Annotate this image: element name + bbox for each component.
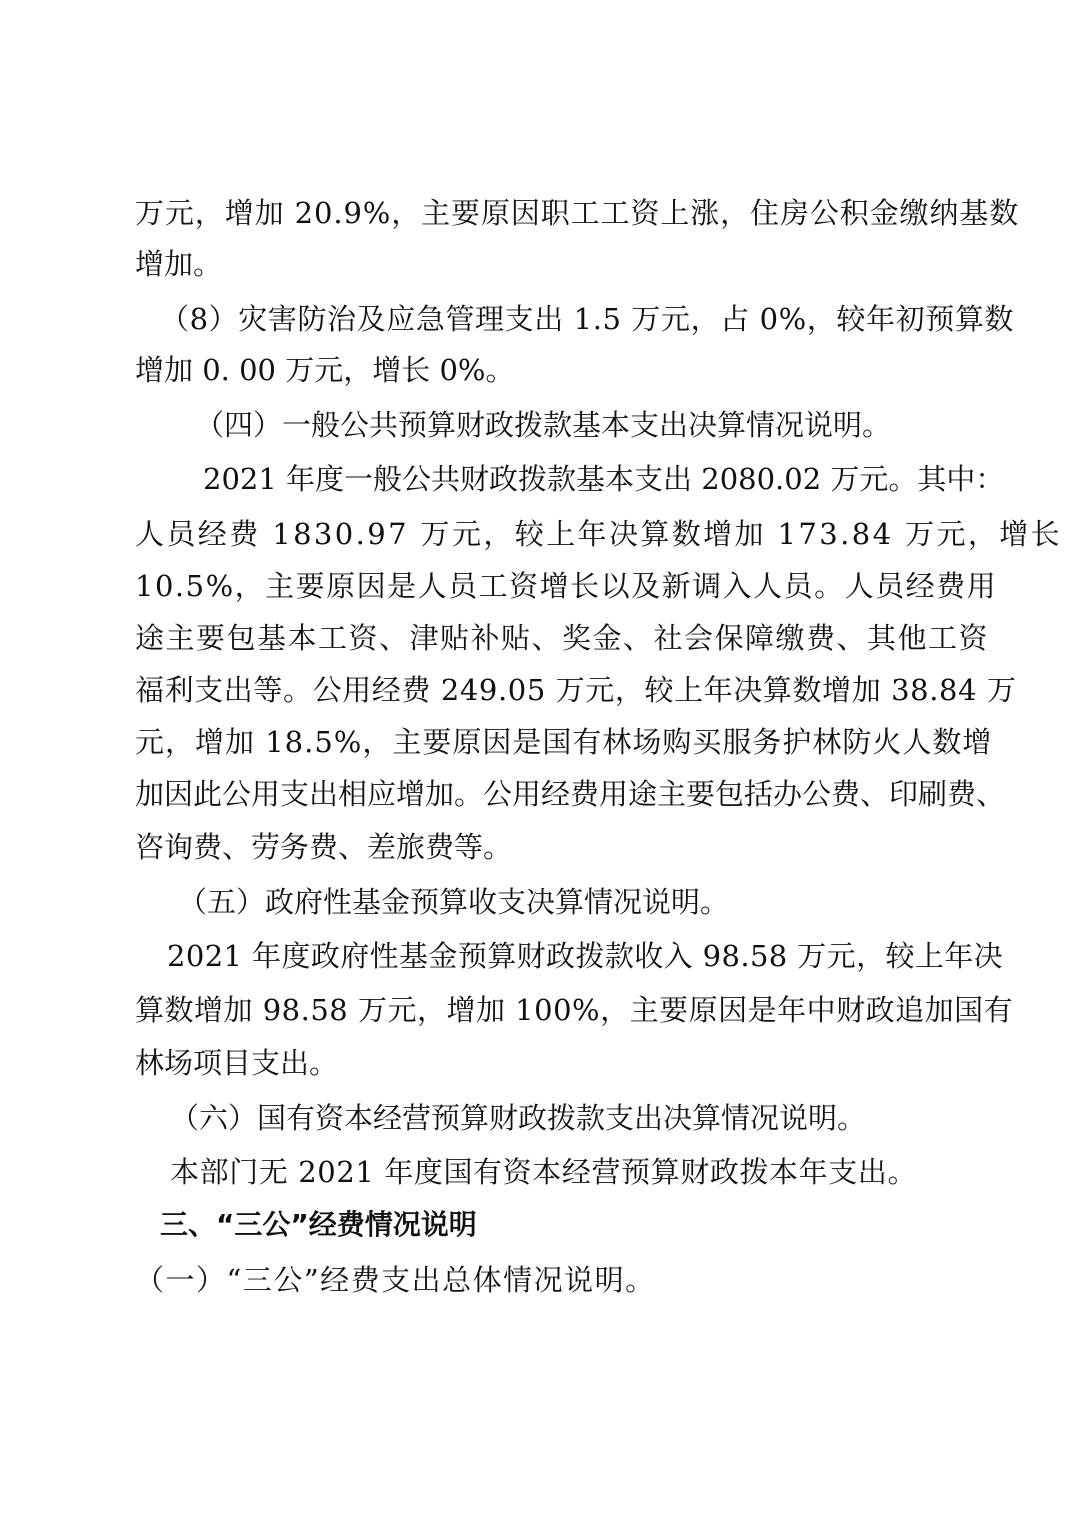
section-title: 三、“三公”经费情况说明 (160, 1208, 477, 1241)
text-line: 咨询费、劳务费、差旅费等。 (135, 830, 513, 864)
text-line: 2021 年度一般公共财政拨款基本支出 2080.02 万元。其中： (203, 462, 1005, 496)
text-line: 元，增加 18.5%，主要原因是国有林场购买服务护林防火人数增 (135, 725, 993, 759)
text-line: 途主要包基本工资、津贴补贴、奖金、社会保障缴费、其他工资 (135, 621, 990, 655)
section-heading: （五）政府性基金预算收支决算情况说明。 (178, 885, 730, 919)
text-line: 加因此公用支出相应增加。公用经费用途主要包括办公费、印刷费、 (135, 777, 1006, 811)
text-line: 2021 年度政府性基金预算财政拨款收入 98.58 万元，较上年决 (167, 939, 1004, 973)
text-line: （8）灾害防治及应急管理支出 1.5 万元，占 0%，较年初预算数 (160, 302, 1015, 336)
text-line: 林场项目支出。 (135, 1046, 339, 1080)
text-line: 增加 0. 00 万元，增长 0%。 (135, 353, 515, 387)
section-heading: （四）一般公共预算财政拨款基本支出决算情况说明。 (195, 408, 892, 442)
text-line: 增加。 (135, 247, 223, 281)
text-line: 本部门无 2021 年度国有资本经营预算财政拨本年支出。 (170, 1155, 918, 1189)
text-line: 万元，增加 20.9%，主要原因职工工资上涨，住房公积金缴纳基数 (135, 196, 1020, 230)
text-line: 人员经费 1830.97 万元，较上年决算数增加 173.84 万元，增长 (135, 517, 1063, 551)
text-line: 福利支出等。公用经费 249.05 万元，较上年决算数增加 38.84 万 (135, 673, 1017, 707)
subsection-heading: （一）“三公”经费支出总体情况说明。 (135, 1263, 656, 1297)
text-line: 10.5%，主要原因是人员工资增长以及新调入人员。人员经费用 (135, 569, 998, 603)
text-line: 算数增加 98.58 万元，增加 100%，主要原因是年中财政追加国有 (135, 993, 1014, 1027)
section-heading: （六）国有资本经营预算财政拨款支出决算情况说明。 (170, 1101, 867, 1135)
